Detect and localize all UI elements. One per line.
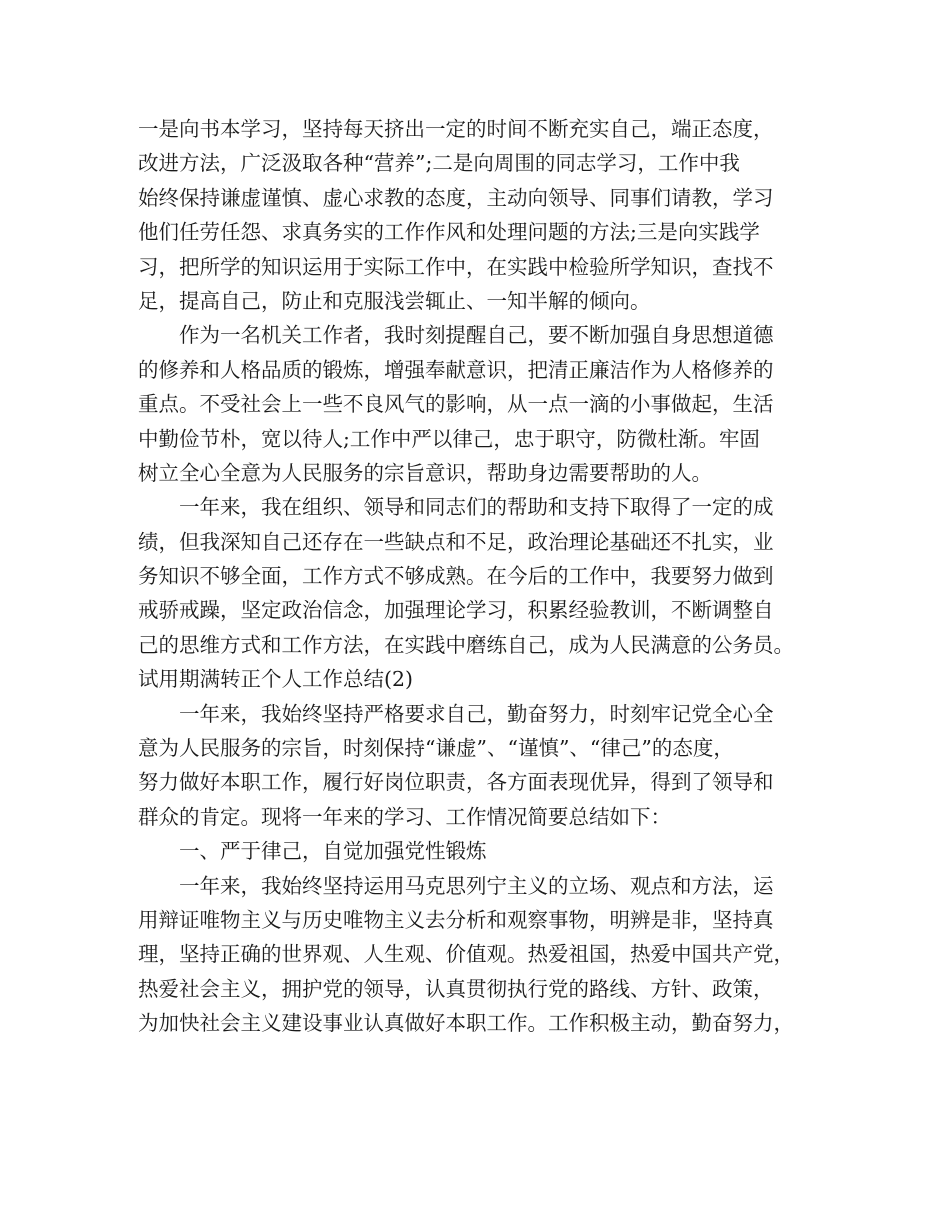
text-line: 他们任劳任怨、求真务实的工作作风和处理问题的方法;三是向实践学 bbox=[138, 220, 760, 245]
text-line: 习，把所学的知识运用于实际工作中，在实践中检验所学知识，查找不 bbox=[138, 254, 774, 279]
text-line: 理，坚持正确的世界观、人生观、价值观。热爱祖国，热爱中国共产党， bbox=[138, 942, 794, 967]
text-line: 务知识不够全面，工作方式不够成熟。在今后的工作中，我要努力做到 bbox=[138, 564, 774, 589]
text-line: 热爱社会主义，拥护党的领导，认真贯彻执行党的路线、方针、政策， bbox=[138, 976, 774, 1001]
text-line: 始终保持谦虚谨慎、虚心求教的态度，主动向领导、同事们请教，学习 bbox=[138, 185, 774, 210]
text-line: 足，提高自己，防止和克服浅尝辄止、一知半解的倾向。 bbox=[138, 288, 651, 313]
text-line: 树立全心全意为人民服务的宗旨意识，帮助身边需要帮助的人。 bbox=[138, 460, 712, 485]
section-title: 试用期满转正个人工作总结(2) bbox=[138, 667, 414, 692]
text-line: 为加快社会主义建设事业认真做好本职工作。工作积极主动，勤奋努力， bbox=[138, 1011, 794, 1036]
text-line: 用辩证唯物主义与历史唯物主义去分析和观察事物，明辨是非，坚持真 bbox=[138, 907, 774, 932]
text-line: 改进方法，广泛汲取各种“营养”;二是向周围的同志学习，工作中我 bbox=[138, 151, 740, 176]
text-line: 群众的肯定。现将一年来的学习、工作情况简要总结如下： bbox=[138, 804, 671, 829]
text-line: 绩，但我深知自己还存在一些缺点和不足，政治理论基础还不扎实，业 bbox=[138, 529, 774, 554]
text-line: 一是向书本学习，坚持每天挤出一定的时间不断充实自己，端正态度， bbox=[138, 117, 774, 141]
document-page bbox=[138, 112, 828, 1041]
paragraph-first-line: 一年来，我始终坚持严格要求自己，勤奋努力，时刻牢记党全心全 bbox=[179, 701, 774, 726]
paragraph-first-line: 一年来，我在组织、领导和同志们的帮助和支持下取得了一定的成 bbox=[179, 495, 774, 520]
text-line: 意为人民服务的宗旨，时刻保持“谦虚”、“谨慎”、“律己”的态度， bbox=[138, 736, 734, 761]
text-line: 戒骄戒躁，坚定政治信念，加强理论学习，积累经验教训，不断调整自 bbox=[138, 598, 774, 623]
text-line: 重点。不受社会上一些不良风气的影响，从一点一滴的小事做起，生活 bbox=[138, 392, 774, 417]
text-line: 中勤俭节朴，宽以待人;工作中严以律己，忠于职守，防微杜渐。牢固 bbox=[138, 426, 760, 451]
subsection-heading: 一、严于律己，自觉加强党性锻炼 bbox=[179, 839, 487, 864]
text-line: 的修养和人格品质的锻炼，增强奉献意识，把清正廉洁作为人格修养的 bbox=[138, 357, 774, 382]
text-line: 己的思维方式和工作方法，在实践中磨练自己，成为人民满意的公务员。 bbox=[138, 632, 794, 657]
text-line: 努力做好本职工作，履行好岗位职责，各方面表现优异，得到了领导和 bbox=[138, 770, 774, 795]
paragraph-first-line: 作为一名机关工作者，我时刻提醒自己，要不断加强自身思想道德 bbox=[179, 323, 774, 348]
paragraph-first-line: 一年来，我始终坚持运用马克思列宁主义的立场、观点和方法，运 bbox=[179, 873, 774, 898]
